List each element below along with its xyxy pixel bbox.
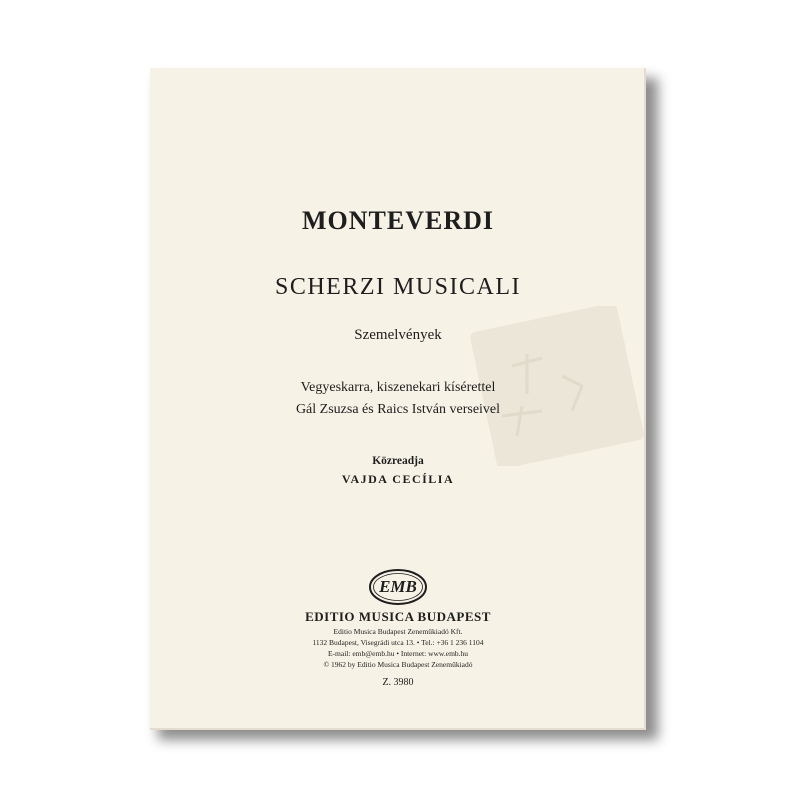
description-line-2: Gál Zsuzsa és Raics István verseivel [295, 402, 501, 417]
logo-text: EMB [379, 577, 417, 596]
publisher-company: Editio Musica Budapest Zeneműkiadó Kft. [333, 627, 463, 636]
copyright-notice: © 1962 by Editio Musica Budapest Zeneműkiadó [323, 660, 473, 669]
work-subtitle: Szemelvények [354, 327, 442, 343]
score-cover [150, 68, 646, 730]
publisher-address: 1132 Budapest, Visegrádi utca 13. • Tel.: +36 1 236 1104 [312, 638, 484, 647]
editor-name: VAJDA CECÍLIA [341, 472, 455, 486]
catalog-number: Z. 3980 [382, 677, 414, 688]
emb-logo [368, 568, 428, 606]
work-title: SCHERZI MUSICALI [274, 274, 521, 300]
publisher-contact: E-mail: emb@emb.hu • Internet: www.emb.hu [327, 649, 469, 658]
publisher-name: EDITIO MUSICA BUDAPEST [305, 609, 491, 624]
description-line-1: Vegyeskarra, kiszenekari kísérettel [300, 380, 496, 395]
composer-name: MONTEVERDI [301, 206, 494, 235]
editor-label: Közreadja [372, 455, 424, 467]
